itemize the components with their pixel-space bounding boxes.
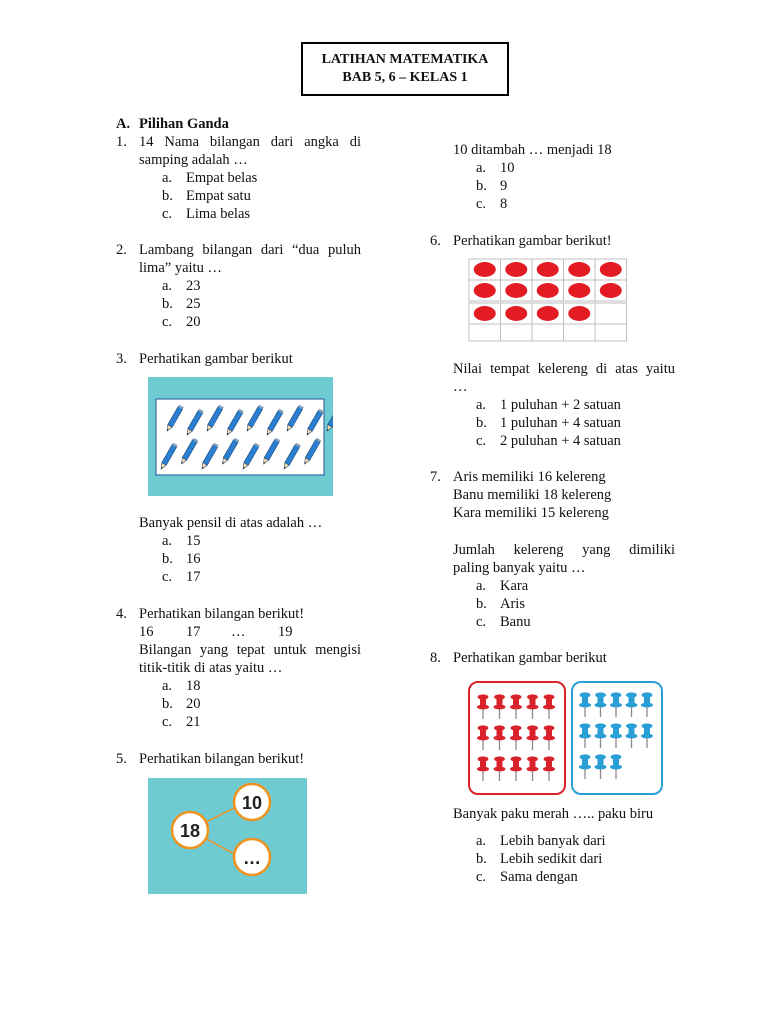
q5-question: 10 ditambah … menjadi 18: [453, 142, 612, 158]
tenframe-cell: [595, 324, 627, 341]
q4-text-line2: titik-titik di atas yaitu …: [139, 660, 283, 676]
marble-icon: [537, 283, 559, 298]
q7-option-a-letter: a.: [476, 578, 487, 594]
marble-icon: [474, 306, 496, 321]
q7-text-line2: paling banyak yaitu …: [453, 560, 586, 576]
q1-text-line1: 14 Nama bilangan dari angka di: [139, 134, 361, 150]
number-bond-diagram: [148, 778, 307, 894]
q3-number: 3.: [116, 351, 127, 367]
q4-option-b-letter: b.: [162, 696, 173, 712]
marbles-tenframe: [468, 258, 628, 342]
q5-option-b: 9: [500, 178, 508, 194]
section-letter: A.: [116, 116, 131, 132]
q4-text-line1: Bilangan yang tepat untuk mengisi: [139, 642, 361, 658]
marble-icon: [600, 262, 622, 277]
q3-option-b: 16: [186, 551, 201, 567]
q2-option-b: 25: [186, 296, 201, 312]
pins-picture: [468, 680, 664, 796]
q6-text-line1: Nilai tempat kelereng di atas yaitu: [453, 361, 675, 377]
q8-option-a-letter: a.: [476, 833, 487, 849]
q4-option-c: 21: [186, 714, 201, 730]
q6-text: Perhatikan gambar berikut!: [453, 233, 612, 249]
marble-icon: [600, 283, 622, 298]
q7-option-c-letter: c.: [476, 614, 487, 630]
marble-icon: [505, 262, 527, 277]
marble-icon: [537, 262, 559, 277]
tenframe-cell: [501, 324, 533, 341]
marble-icon: [505, 283, 527, 298]
marble-icon: [474, 262, 496, 277]
q4-seq-4: 19: [278, 624, 293, 640]
q1-text-line2: samping adalah …: [139, 152, 248, 168]
q4-option-a: 18: [186, 678, 201, 694]
q4-option-b: 20: [186, 696, 201, 712]
marble-icon: [568, 283, 590, 298]
q8-option-b-letter: b.: [476, 851, 487, 867]
q6-option-a: 1 puluhan + 2 satuan: [500, 397, 621, 413]
q8-option-a: Lebih banyak dari: [500, 833, 606, 849]
q4-seq-2: 17: [186, 624, 201, 640]
q8-question: Banyak paku merah ….. paku biru: [453, 806, 654, 822]
q6-option-c: 2 puluhan + 4 satuan: [500, 433, 621, 449]
q7-number: 7.: [430, 469, 441, 485]
q6-option-b-letter: b.: [476, 415, 487, 431]
q7-line-3: Kara memiliki 15 kelereng: [453, 505, 609, 521]
q7-text-line1: Jumlah kelereng yang dimiliki: [453, 542, 675, 558]
q3-option-a-letter: a.: [162, 533, 173, 549]
q8-option-b: Lebih sedikit dari: [500, 851, 603, 867]
q2-option-c-letter: c.: [162, 314, 173, 330]
q3-option-c: 17: [186, 569, 201, 585]
q5-text: Perhatikan bilangan berikut!: [139, 751, 305, 767]
pencils-picture: [148, 377, 333, 496]
q5-option-c: 8: [500, 196, 508, 212]
q8-option-c: Sama dengan: [500, 869, 578, 885]
q8-number: 8.: [430, 650, 441, 666]
section-title: Pilihan Ganda: [139, 116, 229, 132]
q3-option-c-letter: c.: [162, 569, 173, 585]
q5-number: 5.: [116, 751, 127, 767]
marble-icon: [505, 306, 527, 321]
q7-line-2: Banu memiliki 18 kelereng: [453, 487, 612, 503]
q7-option-a: Kara: [500, 578, 529, 594]
tenframe-cell: [532, 324, 564, 341]
q5-option-b-letter: b.: [476, 178, 487, 194]
q2-option-a-letter: a.: [162, 278, 173, 294]
q3-question: Banyak pensil di atas adalah …: [139, 515, 323, 531]
q4-number: 4.: [116, 606, 127, 622]
q2-option-b-letter: b.: [162, 296, 173, 312]
q1-option-c-letter: c.: [162, 206, 173, 222]
marble-icon: [474, 283, 496, 298]
marble-icon: [568, 262, 590, 277]
q5-option-a: 10: [500, 160, 515, 176]
q2-option-a: 23: [186, 278, 201, 294]
q1-option-a: Empat belas: [186, 170, 258, 186]
q7-option-b: Aris: [500, 596, 525, 612]
q5-option-a-letter: a.: [476, 160, 487, 176]
q8-text: Perhatikan gambar berikut: [453, 650, 607, 666]
q2-number: 2.: [116, 242, 127, 258]
q6-option-c-letter: c.: [476, 433, 487, 449]
q7-option-b-letter: b.: [476, 596, 487, 612]
q4-option-a-letter: a.: [162, 678, 173, 694]
q1-option-a-letter: a.: [162, 170, 173, 186]
tenframe-cell: [595, 303, 627, 324]
q1-option-c: Lima belas: [186, 206, 251, 222]
title-box: [301, 42, 509, 96]
q6-option-a-letter: a.: [476, 397, 487, 413]
q2-text-line2: lima” yaitu …: [139, 260, 222, 276]
q3-text: Perhatikan gambar berikut: [139, 351, 293, 367]
page-title: LATIHAN MATEMATIKA: [321, 52, 489, 67]
bond-part1: 10: [241, 793, 263, 813]
q3-option-b-letter: b.: [162, 551, 173, 567]
q4-option-c-letter: c.: [162, 714, 173, 730]
q5-option-c-letter: c.: [476, 196, 487, 212]
q1-option-b-letter: b.: [162, 188, 173, 204]
q4-seq-1: 16: [139, 624, 154, 640]
q2-option-c: 20: [186, 314, 201, 330]
q6-number: 6.: [430, 233, 441, 249]
bond-whole: 18: [179, 821, 201, 841]
q1-option-b: Empat satu: [186, 188, 251, 204]
tenframe-cell: [469, 324, 501, 341]
q7-line-1: Aris memiliki 16 kelereng: [453, 469, 606, 485]
q1-number: 1.: [116, 134, 127, 150]
q3-option-a: 15: [186, 533, 201, 549]
q7-option-c: Banu: [500, 614, 531, 630]
q6-option-b: 1 puluhan + 4 satuan: [500, 415, 621, 431]
q8-option-c-letter: c.: [476, 869, 487, 885]
marble-icon: [568, 306, 590, 321]
q2-text-line1: Lambang bilangan dari “dua puluh: [139, 242, 361, 258]
q4-text: Perhatikan bilangan berikut!: [139, 606, 305, 622]
marble-icon: [537, 306, 559, 321]
tenframe-cell: [564, 324, 596, 341]
page-subtitle: BAB 5, 6 – KELAS 1: [342, 70, 468, 85]
q6-text-line2: …: [453, 379, 468, 395]
bond-part2: …: [243, 848, 261, 868]
q4-seq-3: …: [231, 624, 246, 640]
